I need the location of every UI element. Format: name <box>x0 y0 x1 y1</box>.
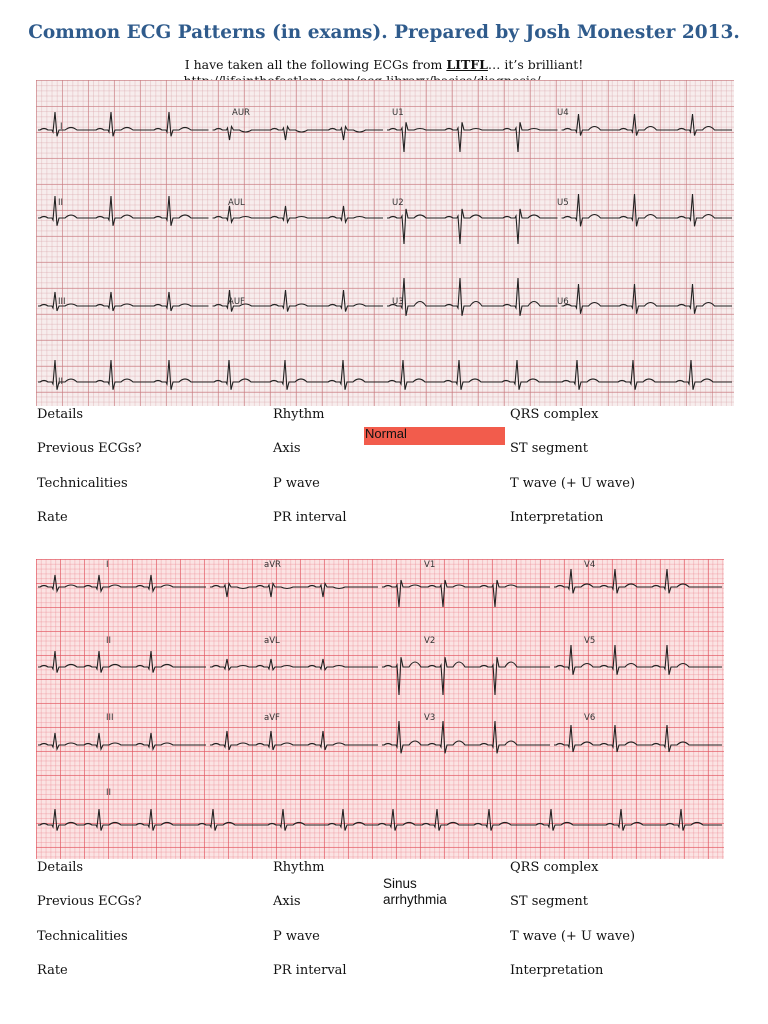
ecg-trace <box>382 721 550 753</box>
ecg-trace <box>554 725 722 752</box>
form1-rhythm: Rhythm <box>273 407 325 422</box>
ecg-trace <box>38 733 206 749</box>
ecg-trace <box>38 112 209 136</box>
form1-t-wave: T wave (+ U wave) <box>510 476 636 491</box>
litfl-link[interactable]: LITFL <box>446 57 488 72</box>
lead-label: V6 <box>584 713 596 723</box>
form1-qrs-complex: QRS complex <box>510 407 599 422</box>
ecg-traces <box>36 80 734 406</box>
ecg-trace <box>562 284 733 314</box>
lead-label: II <box>106 636 112 646</box>
ecg-trace <box>554 569 722 593</box>
rhythm-answer-normal: Normal <box>364 427 505 445</box>
ecg-trace <box>38 196 209 226</box>
page-title: Common ECG Patterns (in exams). Prepared by Josh Monester 2013. <box>28 22 740 43</box>
form2-p-wave: P wave <box>273 929 320 944</box>
ecg-trace <box>210 584 378 598</box>
ecg-trace <box>554 645 722 675</box>
form1-rate: Rate <box>37 510 68 525</box>
lead-label: aVF <box>264 713 280 723</box>
form1-previous-ecgs: Previous ECGs? <box>37 441 142 456</box>
rhythm-answer-line: arrhythmia <box>383 892 447 907</box>
lead-label: V5 <box>584 636 596 646</box>
lead-label: U6 <box>557 297 569 307</box>
form2-technicalities: Technicalities <box>37 929 128 944</box>
ecg-trace <box>387 278 558 316</box>
ecg-trace <box>382 580 550 607</box>
source-note-prefix: I have taken all the following ECGs from <box>184 57 447 72</box>
form1-details: Details <box>37 407 84 422</box>
ecg-trace <box>210 659 378 670</box>
lead-label: U4 <box>557 108 569 118</box>
ecg-trace <box>38 651 206 673</box>
lead-label: V4 <box>584 560 596 570</box>
ecg-strip-sinus-arrhythmia <box>36 559 724 859</box>
lead-label: AUF <box>228 297 245 307</box>
ecg-trace <box>562 194 733 226</box>
form2-interpretation: Interpretation <box>510 963 604 978</box>
form2-previous-ecgs: Previous ECGs? <box>37 894 142 909</box>
form2-t-wave: T wave (+ U wave) <box>510 929 636 944</box>
ecg-trace <box>38 809 722 831</box>
source-note <box>0 57 768 72</box>
lead-label: AUR <box>232 108 250 118</box>
lead-label: II <box>58 198 64 208</box>
lead-label: I <box>106 560 109 570</box>
ecg-trace <box>382 657 550 695</box>
form1-p-wave: P wave <box>273 476 320 491</box>
form1-st-segment: ST segment <box>510 441 589 456</box>
lead-label: III <box>106 713 114 723</box>
form2-qrs-complex: QRS complex <box>510 860 599 875</box>
lead-label: U2 <box>392 198 404 208</box>
lead-label: II <box>106 788 112 798</box>
lead-label: V1 <box>424 560 436 570</box>
form2-axis: Axis <box>273 894 301 909</box>
form2-pr-interval: PR interval <box>273 963 347 978</box>
source-note-suffix: … it’s brilliant! <box>487 57 584 72</box>
lead-label: U1 <box>392 108 404 118</box>
ecg-trace <box>38 575 206 591</box>
ecg-trace <box>213 206 384 222</box>
form2-st-segment: ST segment <box>510 894 589 909</box>
lead-label: I <box>60 122 63 132</box>
form1-axis: Axis <box>273 441 301 456</box>
lead-label: aVR <box>264 560 281 570</box>
lead-label: aVL <box>264 636 280 646</box>
form2-details: Details <box>37 860 84 875</box>
lead-label: V2 <box>424 636 436 646</box>
lead-label: II <box>58 377 64 387</box>
lead-label: U3 <box>392 297 404 307</box>
rhythm-answer-line: Sinus <box>383 876 417 891</box>
rhythm-answer-sinus-arrhythmia <box>383 876 503 908</box>
ecg-trace <box>38 360 732 390</box>
lead-label: U5 <box>557 198 569 208</box>
lead-label: V3 <box>424 713 436 723</box>
form2-rate: Rate <box>37 963 68 978</box>
ecg-strip-normal <box>36 80 734 406</box>
ecg-trace <box>213 127 384 141</box>
ecg-traces <box>36 559 724 859</box>
ecg-trace <box>210 731 378 750</box>
lead-label: III <box>58 297 66 307</box>
lead-label: AUL <box>228 198 245 208</box>
ecg-trace <box>387 209 558 244</box>
form1-technicalities: Technicalities <box>37 476 128 491</box>
ecg-trace <box>387 122 558 152</box>
ecg-trace <box>562 114 733 136</box>
form1-pr-interval: PR interval <box>273 510 347 525</box>
form1-interpretation: Interpretation <box>510 510 604 525</box>
form2-rhythm: Rhythm <box>273 860 325 875</box>
